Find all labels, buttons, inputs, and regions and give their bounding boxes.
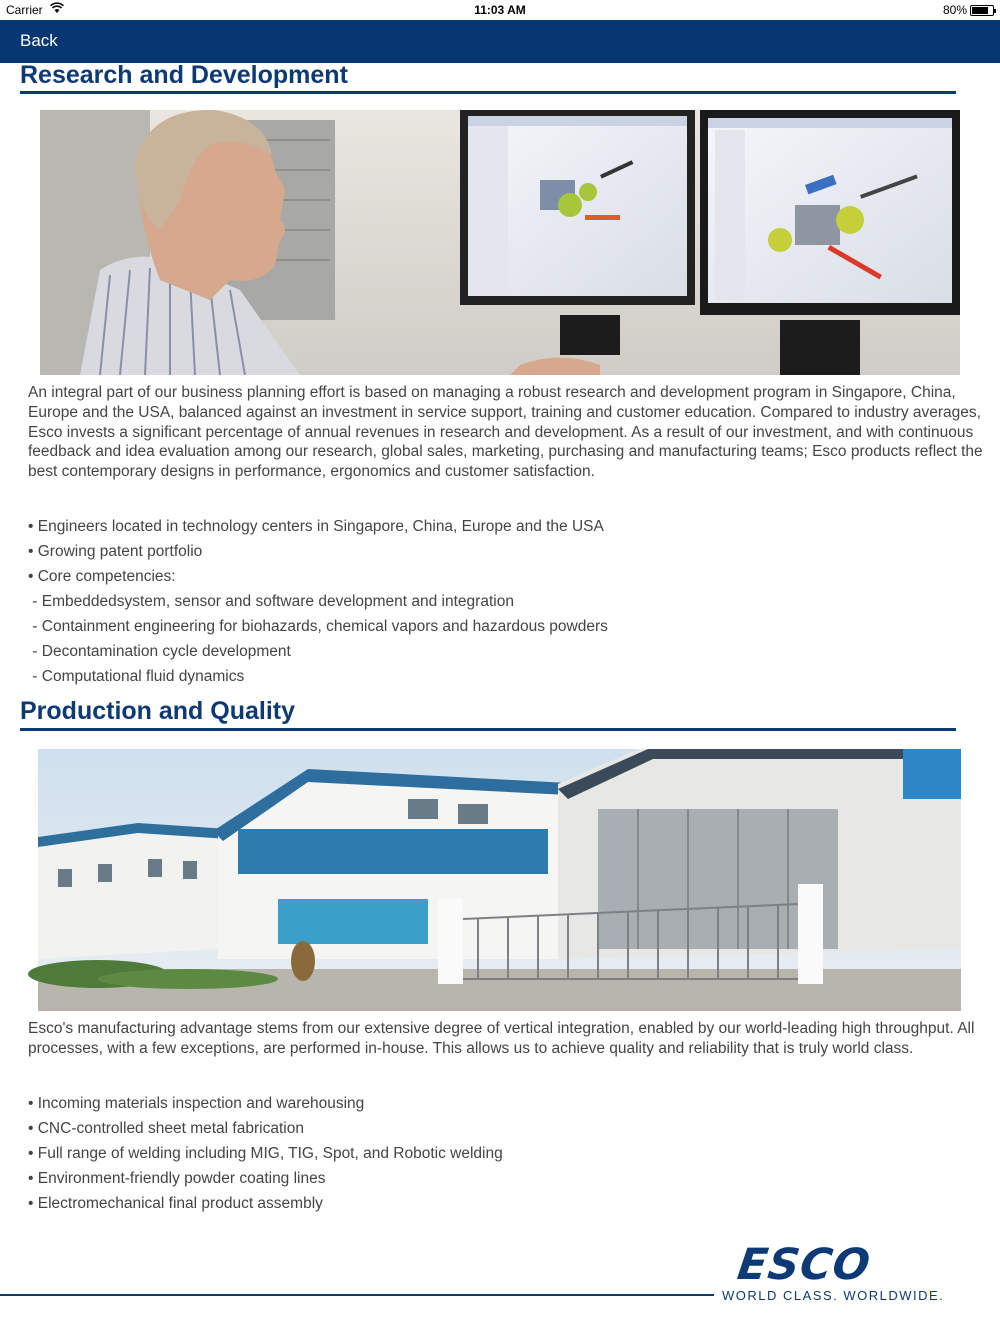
production-section xyxy=(0,697,1000,1212)
list-item: • CNC-controlled sheet metal fabrication xyxy=(28,1120,304,1137)
list-item: • Engineers located in technology centers in Singapore, China, Europe and the USA xyxy=(28,518,604,535)
list-item: • Incoming materials inspection and warehousing xyxy=(28,1095,365,1112)
list-item: - Decontamination cycle development xyxy=(28,643,291,660)
section-divider xyxy=(20,728,956,731)
section-divider xyxy=(20,91,956,94)
logo-tagline: WORLD CLASS. WORLDWIDE. xyxy=(722,1288,945,1303)
logo-wordmark: ESCO xyxy=(734,1240,874,1290)
list-item: • Growing patent portfolio xyxy=(28,543,203,560)
navigation-bar xyxy=(0,20,1000,63)
clock: 11:03 AM xyxy=(474,3,526,17)
esco-logo xyxy=(700,1240,1000,1310)
status-bar xyxy=(0,0,1000,20)
battery-icon xyxy=(970,5,994,16)
carrier-label: Carrier xyxy=(6,3,43,17)
factory-building-photo xyxy=(38,749,961,1011)
footer-divider xyxy=(0,1294,714,1296)
battery-percent: 80% xyxy=(942,3,967,17)
section-title: Production and Quality xyxy=(20,697,296,725)
list-item: • Full range of welding including MIG, TIG, Spot, and Robotic welding xyxy=(28,1145,503,1162)
list-item: - Embeddedsystem, sensor and software development and integration xyxy=(28,593,514,610)
list-item: • Environment-friendly powder coating lines xyxy=(28,1170,326,1187)
research-section xyxy=(0,61,1000,685)
bullet-scroll-area[interactable] xyxy=(0,1091,1000,1212)
list-item: • Core competencies: xyxy=(28,568,176,585)
engineer-workstation-photo xyxy=(40,110,960,375)
section-title: Research and Development xyxy=(20,61,348,89)
section-body: An integral part of our business planning effort is based on managing a robust research and development program in Singapore, China, Europe and the USA, balanced against an investment in service support, training and customer education. Compared to industry averages, Esco invests a significant percentage of annual revenues in research and development. As a result of our investment, and with continuous feedback and idea evaluation among our research, global sales, marketing, purchasing and manufacturing teams; Esco products reflect the best contemporary designs in performance, ergonomics and customer satisfaction. xyxy=(28,384,983,481)
bullet-list xyxy=(28,514,608,689)
list-item: - Containment engineering for biohazards, chemical vapors and hazardous powders xyxy=(28,618,608,635)
section-body: Esco's manufacturing advantage stems from our extensive degree of vertical integration, enabled by our world-leading high throughput. All processes, with a few exceptions, are performed in-house. This allows us to achieve quality and reliability that is truly world class. xyxy=(28,1020,975,1057)
bullet-scroll-area[interactable] xyxy=(0,514,1000,685)
bullet-list xyxy=(28,1091,503,1216)
list-item: - Computational fluid dynamics xyxy=(28,668,245,685)
list-item: • Electromechanical final product assembly xyxy=(28,1195,323,1212)
back-button[interactable]: Back xyxy=(20,31,58,50)
